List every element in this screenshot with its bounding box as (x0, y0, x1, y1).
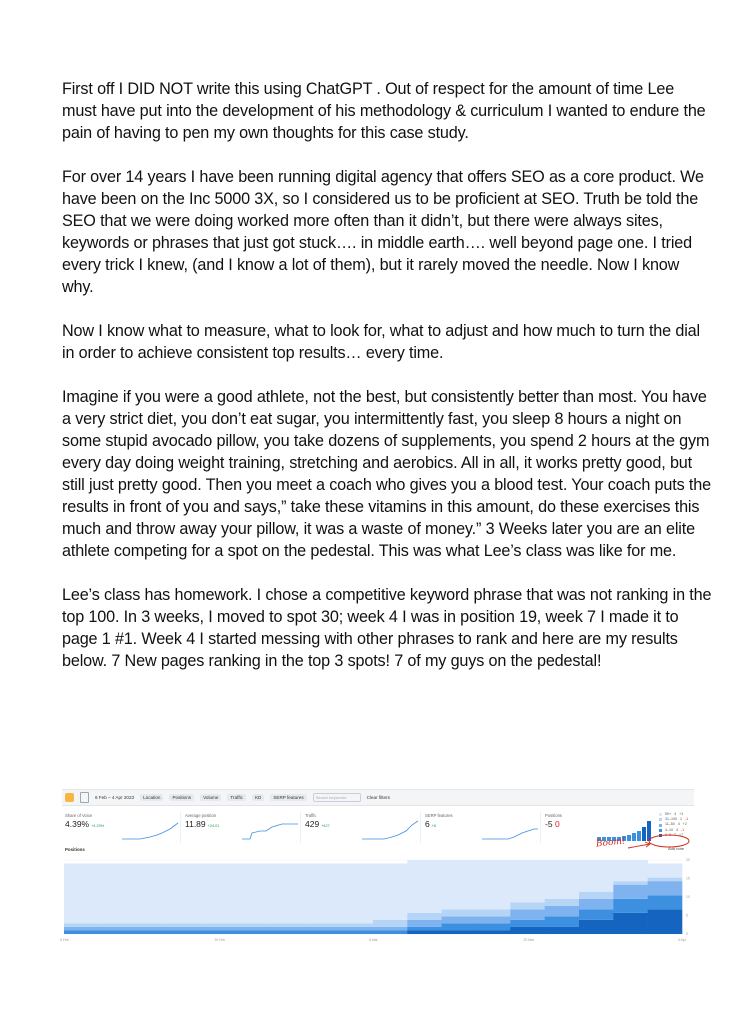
bar-segment-100+ (133, 864, 168, 924)
bar-segment-11-50 (339, 927, 374, 931)
bar-segment-100+ (339, 864, 374, 924)
bar-segment-51-100 (167, 923, 202, 927)
card-label: Average position (185, 813, 217, 818)
bar-segment-51-100 (201, 923, 236, 927)
paragraph-3: Now I know what to measure, what to look for, what to adjust and how much to turn the dial in order to achieve consistent top results… every time. (62, 322, 700, 362)
boom-handwritten-note: Boom! (595, 836, 627, 850)
bar-segment-51-100 (304, 923, 339, 927)
x-tick-label: 20 Mar (523, 938, 535, 942)
bar-segment-11-50 (236, 927, 271, 931)
card-label: SERP features (425, 813, 453, 818)
filter-kd: KD (252, 794, 264, 801)
x-tick-label: 6 Mar (369, 938, 378, 942)
legend-count: 4 (676, 827, 678, 832)
bar-segment-4-10 (64, 930, 99, 934)
bar-segment-1-3 (510, 927, 545, 934)
legend-count: 4 (677, 822, 680, 827)
bar-segment-4-10 (304, 930, 339, 934)
bar-segment-100+ (476, 860, 511, 909)
bar-segment-11-50 (133, 927, 168, 931)
y-tick-label: 20 (686, 858, 690, 863)
bar-segment-11-50 (579, 899, 614, 910)
legend-label: 31–100 (665, 817, 677, 822)
bar-segment-1-3 (407, 930, 442, 934)
case-study-text (62, 78, 712, 672)
bar-segment-1-3 (648, 909, 683, 934)
bar-segment-11-50 (373, 927, 408, 931)
bar-segment-4-10 (476, 923, 511, 930)
bar-segment-1-3 (545, 927, 580, 934)
bar-segment-11-50 (476, 916, 511, 923)
legend-change: +3 (679, 812, 684, 816)
x-tick-label: 20 Feb (214, 938, 226, 942)
value-text: -5 (545, 819, 553, 829)
x-tick-label: 6 Feb (60, 938, 69, 942)
bar-segment-11-50 (98, 927, 133, 931)
delta-text: 0 (554, 819, 560, 829)
bar-segment-4-10 (510, 920, 545, 927)
boom-annotation-marks (62, 790, 694, 863)
bar-segment-51-100 (64, 923, 99, 927)
y-tick-label: 5 (686, 913, 688, 918)
date-range: 6 Feb – 4 Apr 2023 (95, 795, 135, 800)
filter-serp-features: SERP features (270, 794, 306, 801)
filter-positions: Positions (169, 794, 194, 801)
bar-segment-11-50 (64, 927, 99, 931)
bar-segment-4-10 (407, 927, 442, 931)
bar-segment-11-50 (201, 927, 236, 931)
bar-segment-11-50 (304, 927, 339, 931)
bar-segment-4-10 (133, 930, 168, 934)
card-label: Positions (545, 813, 562, 818)
legend-change: +7 (679, 832, 684, 837)
value-text: 11.89 (185, 819, 206, 829)
bar-segment-1-3 (579, 920, 614, 934)
bar-segment-4-10 (201, 930, 236, 934)
bar-segment-11-50 (613, 885, 648, 899)
bar-segment-1-3 (476, 930, 511, 934)
bar-segment-4-10 (545, 916, 580, 927)
delta-text: +6 (431, 824, 437, 828)
bar-segment-4-10 (613, 899, 648, 913)
legend-change: -1 (681, 827, 685, 832)
value-text: 6 (425, 819, 430, 829)
bar-segment-51-100 (648, 878, 683, 882)
filter-volume: Volume (200, 794, 221, 801)
bar-segment-11-50 (510, 909, 545, 920)
clear-filters: Clear filters (366, 795, 390, 800)
bar-segment-100+ (373, 864, 408, 920)
search-input: Search keywords (313, 793, 361, 802)
y-tick-label: 0 (686, 932, 688, 937)
add-note-link: Add note (668, 846, 685, 851)
y-tick-label: 15 (686, 876, 690, 881)
paragraph-1: First off I DID NOT write this using ChatGPT . Out of respect for the amount of time Lee must have put into the development of his methodology & curriculum I wanted to endure the pain of having to pen my own thoughts for this case study. (62, 80, 706, 142)
bar-segment-51-100 (133, 923, 168, 927)
bar-segment-51-100 (98, 923, 133, 927)
legend-change: +2 (682, 822, 687, 827)
filter-location: Location (140, 794, 163, 801)
legend-count: 7 (674, 832, 676, 837)
bar-segment-100+ (167, 864, 202, 924)
bar-segment-4-10 (167, 930, 202, 934)
bar-segment-100+ (545, 860, 580, 899)
bar-segment-100+ (270, 864, 305, 924)
x-tick-label: 4 Apr (678, 938, 686, 942)
bar-segment-4-10 (270, 930, 305, 934)
bar-segment-100+ (579, 860, 614, 892)
rank-tracker-screenshot (62, 789, 694, 945)
bar-segment-51-100 (442, 909, 477, 916)
bar-segment-51-100 (510, 902, 545, 909)
bar-segment-11-50 (442, 916, 477, 923)
bar-segment-100+ (304, 864, 339, 924)
legend-label: 50+ (665, 812, 672, 816)
legend-change: -1 (685, 817, 689, 822)
delta-text: +4.29% (91, 824, 105, 828)
bar-segment-11-50 (407, 920, 442, 927)
bar-segment-11-50 (270, 927, 305, 931)
bar-segment-1-3 (442, 930, 477, 934)
legend-label: 4–10 (665, 827, 673, 832)
bar-segment-1-3 (613, 913, 648, 934)
delta-text: +427 (321, 824, 330, 828)
value-text: 4.39% (65, 819, 90, 829)
legend-count: 1 (680, 817, 682, 822)
paragraph-2: For over 14 years I have been running digital agency that offers SEO as a core product. We have been on the Inc 5000 3X, so I considered us to be proficient at SEO. Truth be told the SEO that we were doing worked more often than it didn’t, but there were always sites, keywords or phrases that just got stuck…. in middle earth…. well beyond page one. I tried every trick I knew, (and I know a lot of them), but it rarely moved the needle. Now I know why. (62, 168, 704, 296)
bar-segment-51-100 (613, 881, 648, 885)
bar-segment-100+ (510, 860, 545, 902)
bar-segment-4-10 (98, 930, 133, 934)
bar-segment-100+ (64, 864, 99, 924)
value-text: 429 (305, 819, 320, 829)
bar-segment-100+ (236, 864, 271, 924)
bar-segment-100+ (98, 864, 133, 924)
filter-traffic: Traffic (227, 794, 246, 801)
bar-segment-4-10 (339, 930, 374, 934)
legend-label: 11–50 (665, 822, 675, 827)
legend-count: 4 (674, 812, 677, 816)
bar-segment-51-100 (270, 923, 305, 927)
bar-segment-100+ (613, 860, 648, 881)
bar-segment-51-100 (373, 920, 408, 927)
bar-segment-51-100 (579, 892, 614, 899)
bar-segment-51-100 (339, 923, 374, 927)
bar-segment-4-10 (648, 895, 683, 909)
bar-segment-11-50 (648, 881, 683, 895)
y-tick-label: 10 (686, 895, 690, 900)
bar-segment-11-50 (545, 906, 580, 917)
card-label: Traffic (305, 813, 317, 818)
bar-segment-51-100 (407, 913, 442, 920)
bar-segment-100+ (407, 860, 442, 913)
positions-chart-title: Positions (65, 847, 85, 852)
bar-segment-4-10 (236, 930, 271, 934)
bar-segment-4-10 (373, 930, 408, 934)
bar-segment-11-50 (167, 927, 202, 931)
bar-segment-51-100 (545, 899, 580, 906)
paragraph-5: Lee’s class has homework. I chose a competitive keyword phrase that was not ranking in the top 100. In 3 weeks, I moved to spot 30; week 4 I was in position 19, week 7 I made it to page 1 #1. Week 4 I started messing with other phrases to rank and here are my results below. 7 New pages ranking in the top 3 spots! 7 of my guys on the pedestal! (62, 586, 712, 670)
card-label: Share of Voice (65, 813, 93, 818)
delta-text: +24.01 (207, 824, 220, 828)
positions-chart (62, 854, 694, 944)
bar-segment-100+ (201, 864, 236, 924)
bar-segment-51-100 (476, 909, 511, 916)
bar-segment-100+ (648, 864, 683, 878)
bar-segment-4-10 (579, 909, 614, 920)
legend-label: 1–3 (665, 832, 671, 837)
bar-segment-100+ (442, 860, 477, 909)
bar-segment-51-100 (236, 923, 271, 927)
bar-segment-4-10 (442, 923, 477, 930)
paragraph-4: Imagine if you were a good athlete, not the best, but consistently better than most. You have a very strict diet, you don’t eat sugar, you intermittently fast, you sleep 8 hours a night on some stupid avocado pillow, you take dozens of supplements, you spend 2 hours at the gym every day doing weight training, stretching and aerobics. All in all, it works pretty good, but still just pretty good. Then you meet a coach who gives you a blood test. Your coach puts the results in front of you and says,” take these vitamins in this amount, do these exercises this much and throw away your pillow, it was a waste of money.” 3 Weeks later you are an elite athlete competing for a spot on the pedestal. This was what Lee’s class was like for me. (62, 388, 711, 560)
